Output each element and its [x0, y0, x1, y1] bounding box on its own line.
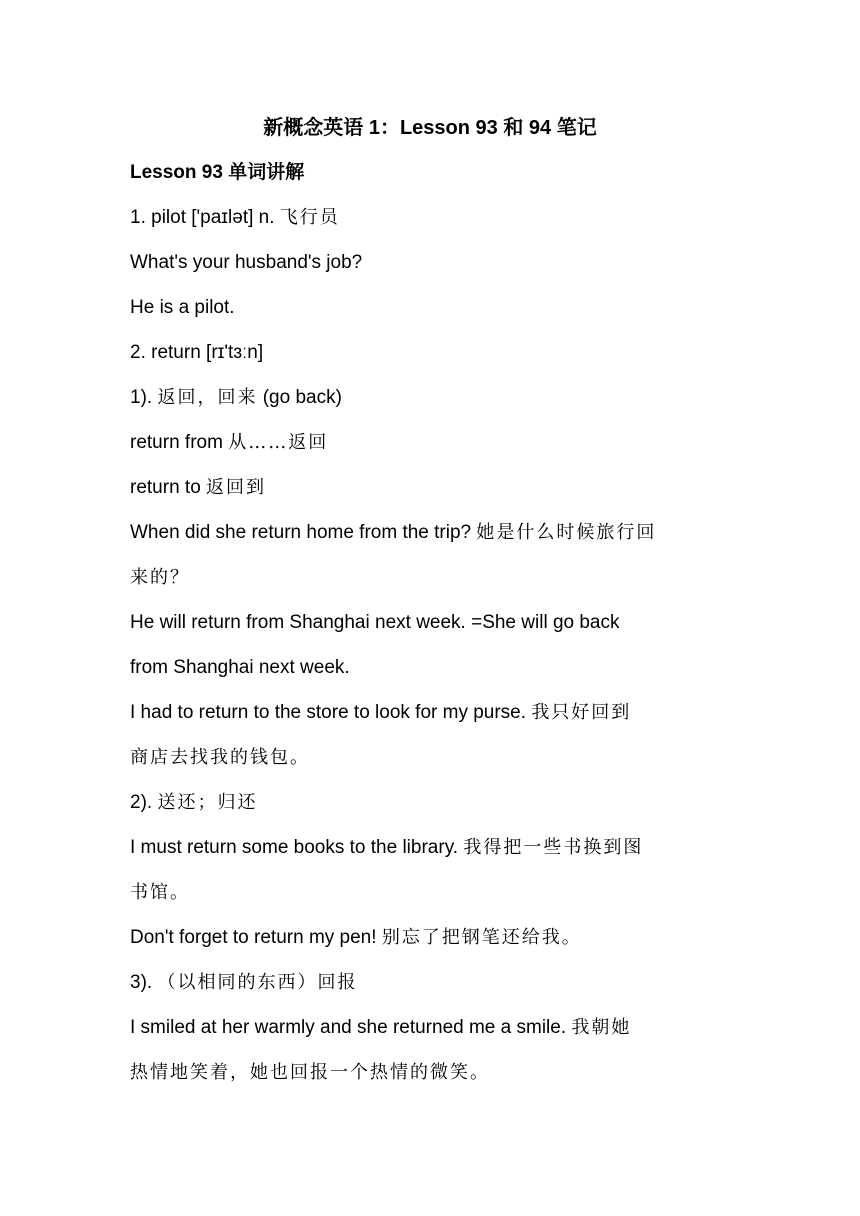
vocab-return: 2. return [rɪ'tɜːn] [130, 342, 264, 363]
meaning-line: 1). 返回，回来 (go back) [130, 387, 342, 408]
example-line: Don't forget to return my pen! 别忘了把钢笔还给我。 [130, 927, 582, 948]
phrase-line: return to 返回到 [130, 477, 267, 498]
phrase-line: return from 从……返回 [130, 432, 329, 453]
example-line: He is a pilot. [130, 297, 235, 318]
example-line: 热情地笑着，她也回报一个热情的微笑。 [130, 1062, 490, 1083]
example-line: I had to return to the store to look for my purse. 我只好回到 [130, 702, 632, 723]
meaning-line: 2). 送还；归还 [130, 792, 258, 813]
document-title: 新概念英语 1：Lesson 93 和 94 笔记 [263, 117, 597, 139]
vocab-pilot: 1. pilot ['paɪlət] n. 飞行员 [130, 207, 340, 228]
example-line: 商店去找我的钱包。 [130, 747, 310, 768]
example-line: 来的？ [130, 567, 190, 588]
example-line: He will return from Shanghai next week. =She will go back [130, 612, 620, 633]
example-line: from Shanghai next week. [130, 657, 350, 678]
section-heading: Lesson 93 单词讲解 [130, 162, 305, 183]
example-line: When did she return home from the trip? 她是什么时候旅行回 [130, 522, 657, 543]
meaning-line: 3). （以相同的东西）回报 [130, 972, 358, 993]
example-line: 书馆。 [130, 882, 190, 903]
example-line: What's your husband's job? [130, 252, 363, 273]
example-line: I must return some books to the library. 我得把一些书换到图 [130, 837, 644, 858]
example-line: I smiled at her warmly and she returned me a smile. 我朝她 [130, 1017, 632, 1038]
